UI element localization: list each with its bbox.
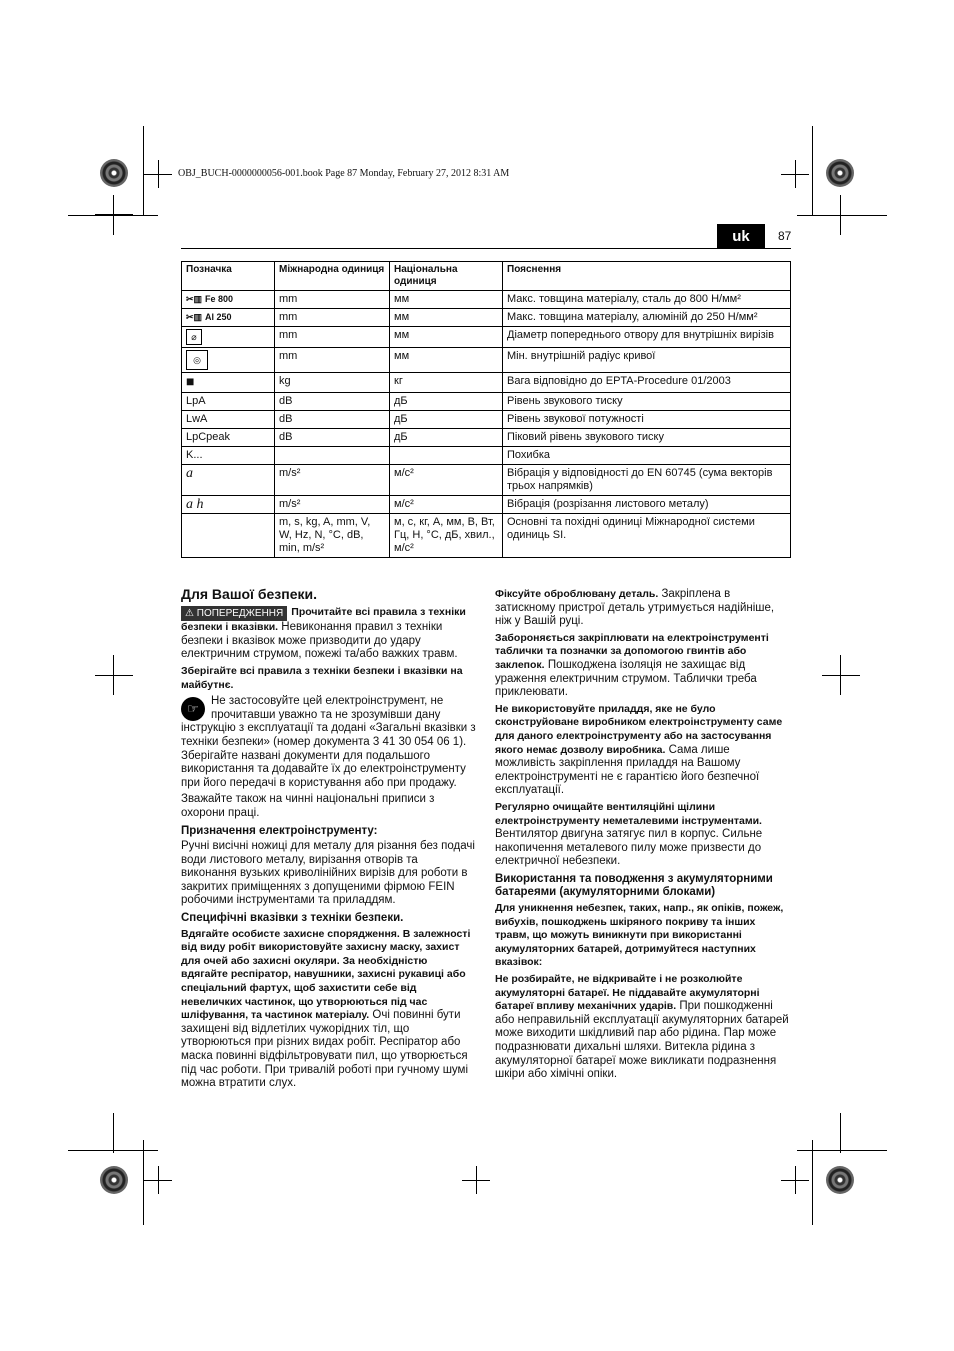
- header-cell: Пояснення: [503, 262, 791, 291]
- explanation: Мін. внутрішній радіус кривої: [503, 348, 791, 373]
- warning-badge: ⚠ ПОПЕРЕДЖЕННЯ: [181, 606, 287, 622]
- intl-unit: mm: [275, 348, 390, 373]
- symbol-label: [182, 514, 275, 558]
- symbol-label: a h: [182, 496, 275, 514]
- intl-unit: mm: [275, 327, 390, 348]
- purpose-heading: Призначення електроінструменту:: [181, 824, 378, 837]
- intl-unit: mm: [275, 291, 390, 309]
- manual-text: Не застосовуйте цей електроінструмент, не прочитавши уважно та не зрозумівши дану інструкцію з експлуатації та додані «Загальні вказівки з техніки безпеки» (номер документа 3 41 30 054 06 1). Зберігайте названі документи для подальшого використання та додавайте їх до електроінструменту при його передачі в користування або при продажу.: [181, 695, 476, 789]
- table-row: [182, 496, 791, 514]
- table-row: [182, 447, 791, 465]
- explanation: Вібрація (розрізання листового металу): [503, 496, 791, 514]
- nat-unit: дБ: [390, 393, 503, 411]
- table-row: [182, 327, 791, 348]
- table-header-row: [182, 262, 791, 291]
- header-cell: Міжнародна одиниця: [275, 262, 390, 291]
- table-row: [182, 309, 791, 327]
- warning-bold-text: Прочитайте всі правила з техніки безпеки і вказівки.: [181, 605, 466, 634]
- nat-unit: мм: [390, 291, 503, 309]
- explanation: Вага відповідно до EPTA-Procedure 01/2003: [503, 373, 791, 393]
- symbol-label: LpA: [182, 393, 275, 411]
- explanation: Основні та похідні одиниці Міжнародної системи одиниць SI.: [503, 514, 791, 558]
- keep-instructions: Зберігайте всі правила з техніки безпеки і вказівки на майбутнє.: [181, 664, 463, 691]
- battery-intro-bold: Для уникнення небезпек, таких, напр., як опіків, пожеж, вибухів, пошкоджень шкіряного покриву та інших травм, що можуть виникнути при використанні акумуляторних батарей, дотримуйтеся наступних вказівок:: [495, 902, 784, 969]
- symbol-label: a: [182, 465, 275, 496]
- intl-unit: m/s²: [275, 465, 390, 496]
- aluminium-thickness-icon: ✂▥: [186, 312, 203, 322]
- left-column: [181, 588, 476, 1094]
- battery-nodisassemble-bold: Не розбирайте, не відкривайте і не розколюйте акумуляторні батареї. Не піддавайте акумуляторні батареї впливу механічних ударів.: [495, 973, 760, 1013]
- table-row: [182, 348, 791, 373]
- symbol-label: Fe 800: [205, 294, 234, 304]
- nat-unit: кг: [390, 373, 503, 393]
- header-rule: [181, 248, 791, 249]
- explanation: Діаметр попереднього отвору для внутрішніх вирізів: [503, 327, 791, 348]
- battery-heading: Використання та поводження з акумуляторними батареями (акумуляторними блоками): [495, 872, 773, 899]
- table-row: [182, 373, 791, 393]
- accessories-text: Сама лише можливість закріплення приладдя на Вашому електроінструменті не є гарантією його безпечної експлуатації.: [495, 743, 760, 797]
- ppe-bold-text: Вдягайте особисте захисне спорядження. В залежності від виду робіт використовуйте захисну маску, захист для очей або захисні окуляри. За необхідністю вдягайте респіратор, навушники, захисні рукавиці або спеціальний фартух, щоб захистити себе від невеличких частинок, що утворюються під час шліфування, та частинок матеріалу.: [181, 927, 471, 1022]
- table-row: [182, 514, 791, 558]
- explanation: Піковий рівень звукового тиску: [503, 429, 791, 447]
- weight-icon: ■: [186, 373, 195, 389]
- read-manual-icon: ☞: [181, 697, 205, 721]
- units-table: [181, 261, 791, 558]
- ventilation-bold: Регулярно очищайте вентиляційні щілини електроінструменту неметалевими інструментами.: [495, 800, 762, 827]
- warning-text: Невиконання правил з техніки безпеки і вказівок може призводити до удару електричним струмом, пожежі та/або важких травм.: [181, 621, 458, 661]
- nat-unit: мм: [390, 348, 503, 373]
- intl-unit: dB: [275, 429, 390, 447]
- inner-radius-icon: ◎: [186, 350, 208, 370]
- explanation: Рівень звукового тиску: [503, 393, 791, 411]
- page-number: 87: [778, 229, 792, 243]
- table-row: [182, 291, 791, 309]
- specific-safety-heading: Специфічні вказівки з техніки безпеки.: [181, 912, 404, 925]
- symbol-label: LpCpeak: [182, 429, 275, 447]
- symbol-label: Al 250: [205, 312, 232, 322]
- intl-unit: [275, 447, 390, 465]
- header-cell: Позначка: [182, 262, 275, 291]
- table-row: [182, 411, 791, 429]
- purpose-text: Ручні висічні ножиці для металу для різання без подачі води листового металу, вирізання отворів та виконання вузьких криволінійних вирізів для роботи в закритих приміщеннях з допущеними фірмою FEIN робочими інструментами та приладдям.: [181, 840, 475, 907]
- intl-unit: kg: [275, 373, 390, 393]
- nat-unit: мм: [390, 309, 503, 327]
- no-screws-bold: Забороняється закріплювати на електроінструменті таблички та позначки за допомогою гвинтів або заклепок.: [495, 631, 769, 671]
- right-column: [495, 588, 791, 1085]
- table-row: [182, 393, 791, 411]
- intl-unit: dB: [275, 411, 390, 429]
- file-info-line: OBJ_BUCH-0000000056-001.book Page 87 Monday, February 27, 2012 8:31 AM: [178, 168, 510, 179]
- table-row: [182, 465, 791, 496]
- language-tab: uk: [717, 224, 765, 248]
- section-title: Для Вашої безпеки.: [181, 586, 318, 602]
- ppe-text: Очі повинні бути захищені від відлетілих чужорідних тіл, що утворюються при різних видах робіт. Респіратор або маска повинні відфільтровувати пил, що утворюється під час роботи. При тривалій роботі при гучному шумі можна втратити слух.: [181, 1009, 469, 1090]
- nat-unit: [390, 447, 503, 465]
- header-cell: Національна одиниця: [390, 262, 503, 291]
- explanation: Макс. товщина матеріалу, алюміній до 250 Н/мм²: [503, 309, 791, 327]
- steel-thickness-icon: ✂▥: [186, 294, 203, 304]
- explanation: Макс. товщина матеріалу, сталь до 800 Н/мм²: [503, 291, 791, 309]
- national-regulations-text: Зважайте також на чинні національні приписи з охорони праці.: [181, 793, 435, 819]
- no-screws-text: Пошкоджена ізоляція не захищає від ураження електричним струмом. Таблички треба приклеювати.: [495, 658, 757, 699]
- secure-workpiece-bold: Фіксуйте оброблювану деталь.: [495, 588, 659, 600]
- explanation: Рівень звукової потужності: [503, 411, 791, 429]
- accessories-bold: Не використовуйте приладдя, яке не було сконструйоване виробником електроінструменту саме для даного електроінструменту або на застосування якого немає дозволу виробника.: [495, 702, 783, 756]
- nat-unit: дБ: [390, 411, 503, 429]
- symbol-label: LwA: [182, 411, 275, 429]
- nat-unit: м/с²: [390, 496, 503, 514]
- intl-unit: mm: [275, 309, 390, 327]
- pre-drill-diameter-icon: ⌀: [186, 329, 202, 345]
- explanation: Похибка: [503, 447, 791, 465]
- nat-unit: м/с²: [390, 465, 503, 496]
- nat-unit: м, с, кг, А, мм, В, Вт, Гц, Н, °С, дБ, хвил., м/с²: [390, 514, 503, 558]
- battery-nodisassemble-text: При пошкодженні або неправильній експлуатації акумуляторних батарей може виходити шкідливий пар або рідина. Пар може подразнювати дихальні шляхи. Витекла рідина з акумуляторної батареї може викликати подразнення шкіри або хімічні опіки.: [495, 1000, 789, 1081]
- ventilation-text: Вентилятор двигуна затягує пил в корпус. Сильне накопичення металевого пилу може призвести до електричної небезпеки.: [495, 828, 763, 868]
- explanation: Вібрація у відповідності до EN 60745 (сума векторів трьох напрямків): [503, 465, 791, 496]
- intl-unit: dB: [275, 393, 390, 411]
- nat-unit: мм: [390, 327, 503, 348]
- table-row: [182, 429, 791, 447]
- nat-unit: дБ: [390, 429, 503, 447]
- intl-unit: m/s²: [275, 496, 390, 514]
- symbol-label: K...: [182, 447, 275, 465]
- intl-unit: m, s, kg, A, mm, V, W, Hz, N, °C, dB, min, m/s²: [275, 514, 390, 558]
- secure-workpiece-text: Закріплена в затискному пристрої деталь утримується надійніше, ніж у Вашій руці.: [495, 588, 775, 628]
